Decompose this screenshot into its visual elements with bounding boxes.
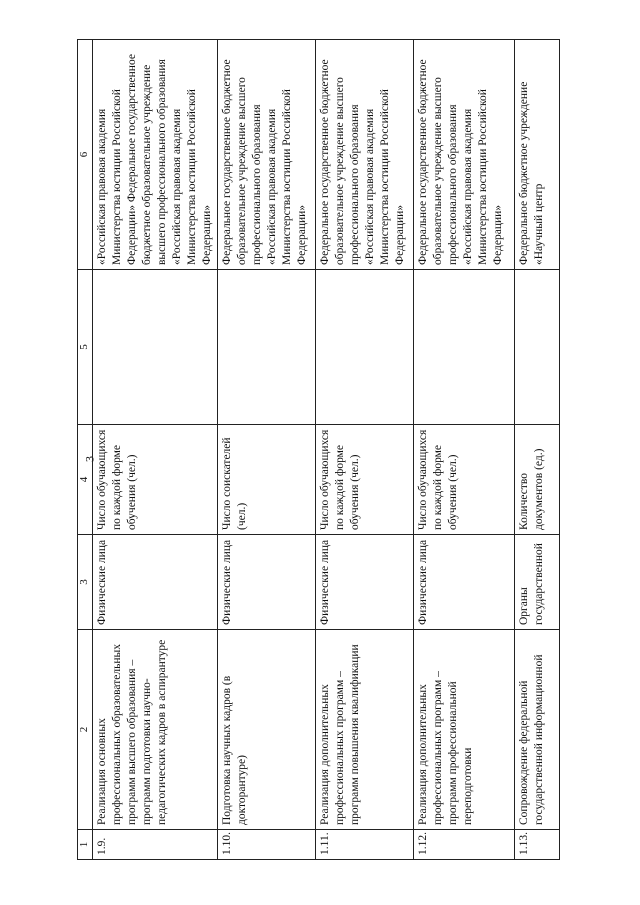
row-number: 1.10.: [218, 830, 316, 860]
header-cell-6: 6: [78, 40, 93, 270]
consumer-category: Физические лица: [316, 535, 414, 630]
table-row: [515, 40, 560, 860]
services-table: [77, 39, 560, 860]
page-number: 3: [82, 456, 97, 462]
consumer-category: Физические лица: [218, 535, 316, 630]
header-cell-1: 1: [78, 830, 93, 860]
table-row: [93, 40, 218, 860]
service-name: Реализация основных профессиональных образовательных программ высшего образования – программ подготовки научно-педагогических кадров в аспирантуре: [93, 630, 218, 830]
institution-name: Федеральное государственное бюджетное образовательное учреждение высшего профессионального образования «Российская правовая академия Министерства юстиции Российской Федерации»: [316, 40, 414, 270]
service-name: Сопровождение федеральной государственной информационной: [515, 630, 560, 830]
column-5-cell: [218, 270, 316, 425]
rotated-table-wrapper: [77, 40, 612, 860]
institution-name: Федеральное бюджетное учреждение «Научный центр: [515, 40, 560, 270]
service-name: Реализация дополнительных профессиональных программ – программ профессиональной переподготовки: [414, 630, 515, 830]
column-5-cell: [93, 270, 218, 425]
institution-name: «Российская правовая академия Министерства юстиции Российской Федерации» Федеральное государственное бюджетное образовательное учреждение высшего профессионального образования «Российская правовая академия Министерства юстиции Российской Федерации»: [93, 40, 218, 270]
header-cell-4: 4: [78, 425, 93, 535]
institution-name: Федеральное государственное бюджетное образовательное учреждение высшего профессионального образования «Российская правовая академия Министерства юстиции Российской Федерации»: [218, 40, 316, 270]
row-number: 1.9.: [93, 830, 218, 860]
header-cell-5: 5: [78, 270, 93, 425]
column-5-cell: [515, 270, 560, 425]
consumer-category: Органы государственной: [515, 535, 560, 630]
column-5-cell: [316, 270, 414, 425]
service-name: Реализация дополнительных профессиональных программ – программ повышения квалификации: [316, 630, 414, 830]
volume-indicator: Количество документов (ед.): [515, 425, 560, 535]
row-number: 1.13.: [515, 830, 560, 860]
row-number: 1.12.: [414, 830, 515, 860]
column-5-cell: [414, 270, 515, 425]
volume-indicator: Число обучающихся по каждой форме обучения (чел.): [414, 425, 515, 535]
table-row: [316, 40, 414, 860]
row-number: 1.11.: [316, 830, 414, 860]
volume-indicator: Число обучающихся по каждой форме обучения (чел.): [316, 425, 414, 535]
consumer-category: Физические лица: [414, 535, 515, 630]
table-row: [218, 40, 316, 860]
header-row: [78, 40, 93, 860]
service-name: Подготовка научных кадров (в докторантуре): [218, 630, 316, 830]
table-row: [414, 40, 515, 860]
header-cell-3: 3: [78, 535, 93, 630]
volume-indicator: Число обучающихся по каждой форме обучения (чел.): [93, 425, 218, 535]
institution-name: Федеральное государственное бюджетное образовательное учреждение высшего профессионального образования «Российская правовая академия Министерства юстиции Российской Федерации»: [414, 40, 515, 270]
volume-indicator: Число соискателей (чел.): [218, 425, 316, 535]
consumer-category: Физические лица: [93, 535, 218, 630]
header-cell-2: 2: [78, 630, 93, 830]
